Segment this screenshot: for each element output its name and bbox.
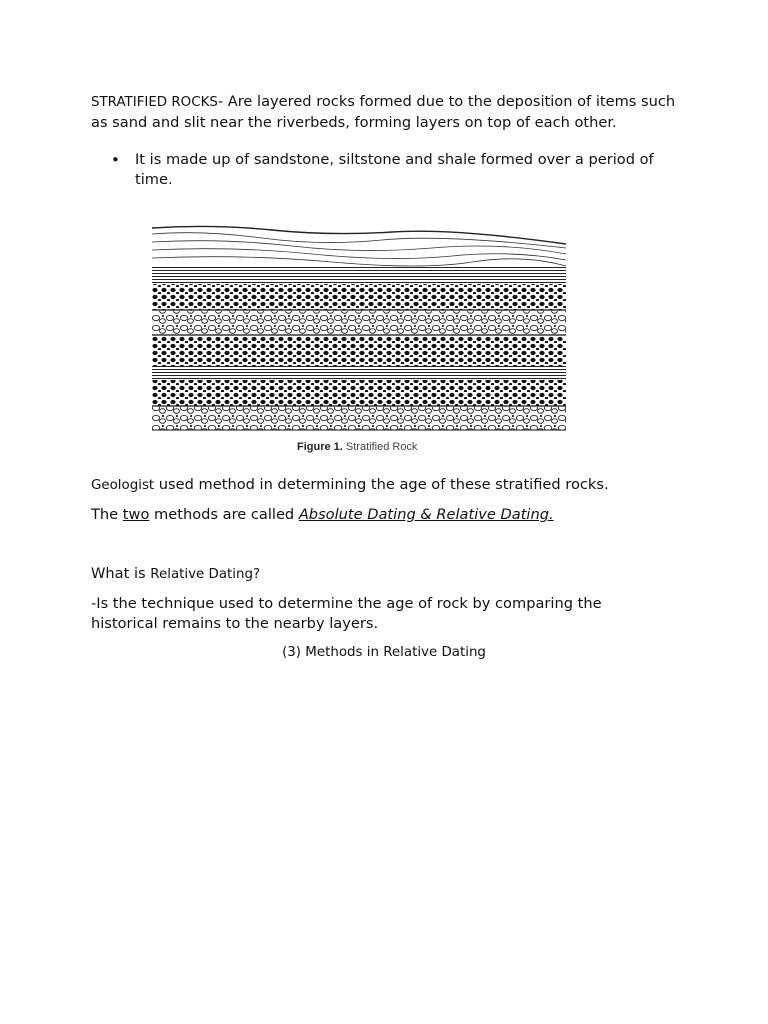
sandstone-layer-2 — [152, 336, 566, 366]
answer-text: -Is the technique used to determine the age of rock by comparing the historical remains to the nearby layers. — [91, 595, 602, 632]
bullet-marker: • — [111, 151, 120, 169]
figure-caption-text: Stratified Rock — [345, 441, 418, 453]
geologist-rest: used method in determining the age of these stratified rocks. — [154, 476, 609, 493]
sandstone-layer-3 — [152, 380, 566, 406]
intro-paragraph — [91, 92, 691, 133]
conglomerate-layer-2 — [152, 407, 566, 430]
bullet-list-item — [91, 150, 691, 190]
subheading-text: (3) Methods in Relative Dating — [282, 645, 486, 660]
stratified-rock-illustration — [152, 224, 566, 434]
relative-dating-question — [91, 564, 691, 585]
methods-middle: methods are called — [149, 506, 299, 523]
question-term: Relative Dating? — [150, 567, 261, 582]
stratified-rocks-definition: - Are layered rocks formed due to the deposition of items such as sand and slit near the riverbeds, forming layers on top of each other. — [91, 93, 676, 131]
methods-subheading — [91, 643, 677, 663]
shale-layer-2 — [152, 366, 566, 380]
sandstone-layer-1 — [152, 284, 566, 310]
stratified-rock-figure — [152, 224, 566, 460]
figure-caption-label: Figure 1. — [297, 441, 343, 453]
methods-emphasis: Absolute Dating & Relative Dating. — [298, 506, 554, 523]
bullet-text: It is made up of sandstone, siltstone and shale formed over a period of time. — [135, 151, 654, 188]
methods-prefix: The — [91, 506, 123, 523]
conglomerate-layer-1 — [152, 311, 566, 335]
question-prefix: What is — [91, 565, 151, 582]
geologist-paragraph — [91, 475, 691, 496]
geologist-word: Geologist — [91, 478, 155, 493]
figure-caption — [297, 441, 417, 453]
surface-layer — [152, 226, 566, 266]
stratified-rocks-term: STRATIFIED ROCKS — [91, 95, 218, 110]
methods-paragraph — [91, 505, 691, 525]
methods-two: two — [122, 506, 150, 523]
relative-dating-answer — [91, 594, 631, 634]
shale-layer-1 — [152, 266, 566, 284]
